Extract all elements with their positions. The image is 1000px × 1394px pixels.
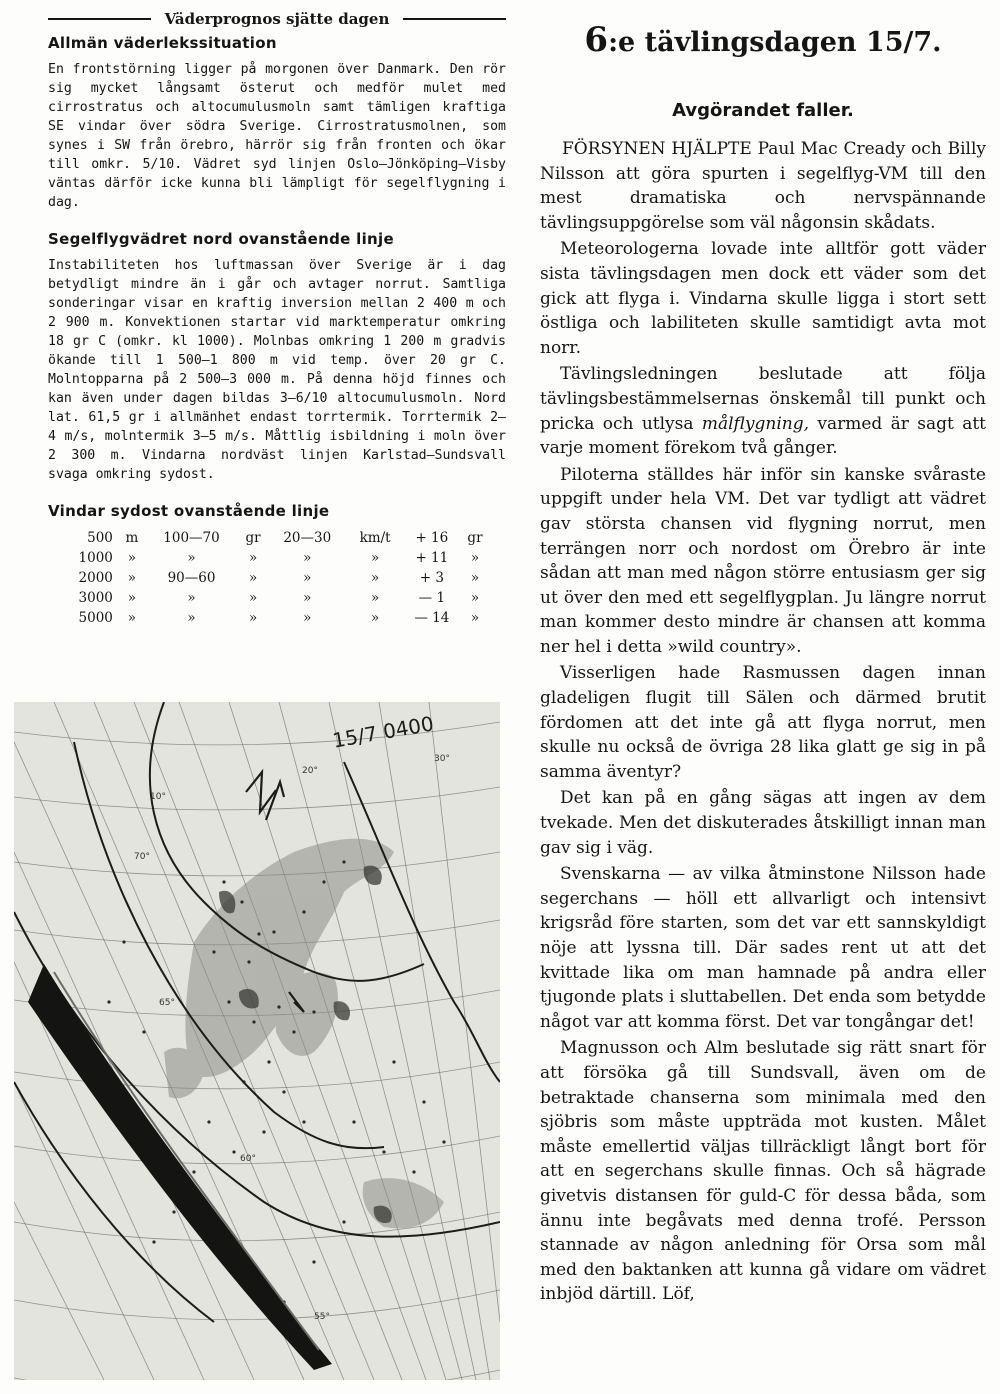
map-tick: 55° (314, 1312, 330, 1322)
page-title (540, 20, 986, 60)
wind-cell: 3000 (78, 590, 113, 606)
wind-cell: 90—60 (167, 570, 216, 586)
section-general-title: Allmän väderlekssituation (48, 34, 277, 52)
weather-map-drawing (14, 702, 500, 1380)
wind-cell: » (303, 570, 312, 586)
wind-cell: » (303, 590, 312, 606)
map-tick: 30° (434, 754, 450, 764)
section-north-title: Segelflygvädret nord ovanstående linje (48, 230, 394, 248)
map-tick: 10° (150, 792, 166, 802)
paragraph: FÖRSYNEN HJÄLPTE Paul Mac Cready och Billy Nilsson att göra spurten i segelflyg-VM till den mest dramatiska och nervspännande tävlingsuppgörelse som väl någonsin skådats. (540, 139, 986, 233)
right-column (540, 14, 986, 1307)
emphasis-text: målflygning, (701, 413, 809, 434)
paragraph-part: Tävlingsledningen beslutade att följa tävlingsbestämmelsernas önskemål till punkt och pricka och utlysa (540, 364, 986, 434)
wind-cell: 1000 (78, 550, 113, 566)
wind-cell: » (127, 590, 137, 606)
forecast-header-text: Väderprognos sjätte dagen (164, 10, 390, 28)
wind-cell: 500 (87, 530, 113, 546)
wind-cell: 100—70 (163, 530, 220, 546)
map-tick: 20° (302, 766, 318, 776)
wind-cell: » (187, 550, 196, 566)
header-rule-left (48, 18, 151, 20)
paragraph: Piloterna ställdes här inför sin kanske svåraste uppgift under hela VM. Det var tydligt att vädret gav största chansen vid flygning norrut, men terrängen norr och nordost om Örebro är inte sådan att man med någon större entusiasm ger sig ut över den med ett segelflygplan. Ju längre norrut man kommer desto mindre är chansen att komma ner hel i detta »wild country». (540, 464, 986, 657)
wind-cell: gr (245, 530, 261, 546)
wind-row (48, 608, 488, 628)
paragraph: Det kan på en gång sägas att ingen av dem tvekade. Men det diskuterades åtskilligt innan man gav sig i väg. (540, 788, 986, 858)
left-column (48, 10, 506, 628)
header-rule-right (403, 18, 506, 20)
wind-row (48, 588, 488, 608)
wind-cell: + 3 (419, 570, 444, 586)
weather-map (14, 702, 500, 1380)
wind-cell: » (303, 550, 312, 566)
wind-cell: gr (467, 530, 483, 546)
wind-cell: » (248, 590, 258, 606)
map-tick: 65° (159, 998, 175, 1008)
paragraph: Svenskarna — av vilka åtminstone Nilsson hade segerchans — höll ett allvarligt och intensivt krigsråd före starten, som det var ett sannskyldigt nöje att lyssna till. Där sades rent ut att det kvittade lika om man hamnade på andra eller tjugonde plats i sluttabellen. Det enda som betydde något var att komma först. Det var tongångar det! (540, 864, 986, 1032)
wind-cell: + 11 (415, 550, 449, 566)
map-tick: 60° (240, 1154, 256, 1164)
wind-cell: » (248, 570, 258, 586)
wind-cell: » (303, 610, 312, 626)
wind-cell: » (470, 570, 480, 586)
paragraph: Meteorologerna lovade inte alltför gott väder sista tävlingsdagen men dock ett väder som det gick att flyga i. Vindarna skulle ligga i stort sett östliga och labiliteten skulle samtidigt avta mot norr. (540, 239, 986, 358)
wind-row (48, 528, 488, 548)
wind-cell: — 1 (418, 590, 446, 606)
subtitle: Avgörandet faller. (672, 100, 854, 121)
wind-cell: » (370, 590, 380, 606)
wind-table (48, 528, 488, 628)
wind-cell: » (127, 570, 137, 586)
wind-cell: 5000 (78, 610, 113, 626)
wind-cell: » (248, 550, 258, 566)
wind-cell: » (187, 590, 196, 606)
section-north-text: Instabiliteten hos luftmassan över Sverige är i dag betydligt mindre än i går och avtager norrut. Samtliga sonderingar visar en kraftig inversion mellan 2 400 m och 2 900 m. Konvektionen startar vid marktemperatur omkring 18 gr C (omkr. kl 1000). Molnbas omkring 1 200 m gradvis ökande till 1 500—1 800 m vid temp. över 20 gr C. Molntopparna på 2 500—3 000 m. På denna höjd finnes och kan även under dagen bildas 3—6/10 altocumulusmoln. Nord lat. 61,5 gr i allmänhet endast torrtermik. Torrtermik 2—4 m/s, molntermik 3—5 m/s. Måttlig isbildning i moln över 2 300 m. Vindarna nordväst linjen Karlstad—Sundsvall svaga omkring sydost. (48, 258, 506, 482)
wind-row (48, 568, 488, 588)
wind-cell: 20—30 (283, 530, 332, 546)
wind-cell: » (370, 550, 380, 566)
wind-cell: » (127, 550, 137, 566)
wind-cell: » (370, 610, 380, 626)
forecast-header (48, 10, 506, 28)
wind-cell: m (125, 530, 139, 546)
page-title-number: 6 (584, 20, 609, 60)
wind-cell: » (370, 570, 380, 586)
wind-cell: km/t (359, 530, 391, 546)
paragraph-part: varmed är sagt att varje moment förekom två gånger. (540, 413, 986, 459)
wind-cell: » (248, 610, 258, 626)
wind-cell: » (470, 610, 480, 626)
paragraph-with-emphasis (540, 362, 986, 460)
section-general-text: En frontstörning ligger på morgonen över Danmark. Den rör sig mycket långsamt österut och medför mulet med cirrostratus och altocumulusmoln samt tämligen kraftiga SE vindar över södra Sverige. Cirrostratusmolnen, som synes i SW från örebro, härrör sig från fronten och ökar till omkr. 5/10. Vädret syd linjen Oslo—Jönköping—Visby väntas därför icke kunna bli lämpligt för segelflygning i dag. (48, 62, 506, 210)
section-winds-title: Vindar sydost ovanstående linje (48, 502, 330, 520)
paragraph: Visserligen hade Rasmussen dagen innan gladeligen flugit till Sälen och därmed brutit fördomen att det inte gå att flyga norrut, men skulle nu också de övriga 28 lika glatt ge sig in på samma äventyr? (540, 663, 986, 782)
wind-cell: + 16 (415, 530, 449, 546)
paragraph: Magnusson och Alm beslutade sig rätt snart för att försöka gå till Sundsvall, även om de betraktade chanserna som minimala med den sjöbris som måste uppträda mot kusten. Målet måste emellertid väljas tillräckligt långt bort för att en segerchans skulle finnas. Och så hägrade givetvis distansen för guld-C för dessa båda, som ännu inte begåvats med denna trofé. Persson stannade av någon anledning för Orsa som mål med den baktanken att kunna gå vidare om vädret inbjöd därtill. Löf, (540, 1038, 986, 1305)
wind-cell: » (127, 610, 137, 626)
wind-row (48, 548, 488, 568)
wind-cell: » (470, 550, 480, 566)
wind-cell: » (187, 610, 196, 626)
wind-cell: — 14 (414, 610, 450, 626)
map-tick: 70° (134, 852, 150, 862)
map-annotation: 15/7 0400 (330, 711, 436, 753)
page-title-text: :e tävlingsdagen 15/7. (608, 27, 942, 58)
wind-cell: » (470, 590, 480, 606)
wind-cell: 2000 (78, 570, 113, 586)
